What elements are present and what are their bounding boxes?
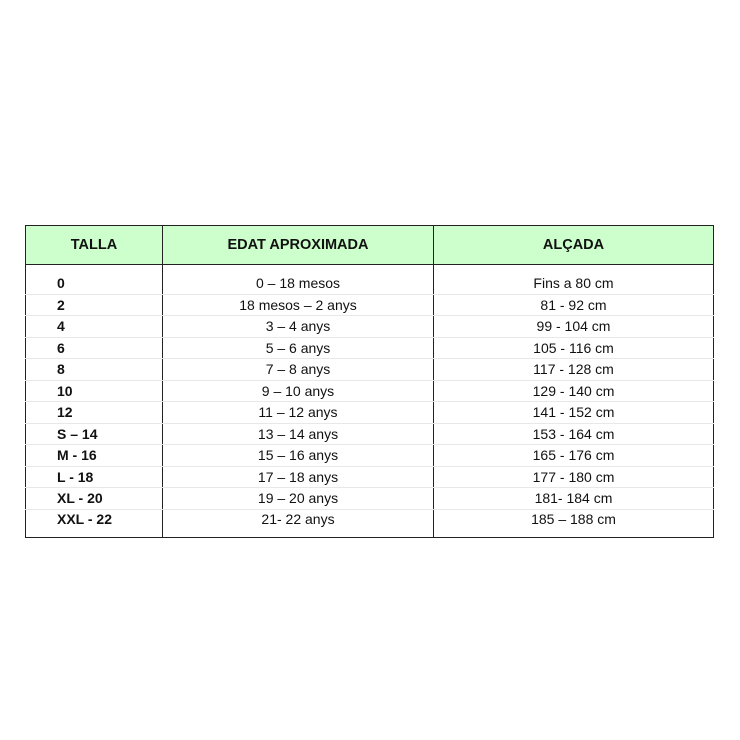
header-age: EDAT APROXIMADA [163,226,434,265]
size-cell: XXL - 22 [26,509,163,537]
height-cell: 117 - 128 cm [434,359,714,381]
table-row [26,488,714,510]
size-cell: 0 [26,273,163,294]
height-cell: 185 – 188 cm [434,509,714,537]
age-cell: 3 – 4 anys [163,316,434,338]
size-cell: 8 [26,359,163,381]
table-row [26,445,714,467]
table-row [26,359,714,381]
height-cell: 105 - 116 cm [434,337,714,359]
table-row [26,466,714,488]
size-cell: 12 [26,402,163,424]
height-cell: 177 - 180 cm [434,466,714,488]
size-cell: S – 14 [26,423,163,445]
age-cell: 17 – 18 anys [163,466,434,488]
size-cell: 4 [26,316,163,338]
age-cell: 11 – 12 anys [163,402,434,424]
age-cell: 9 – 10 anys [163,380,434,402]
height-cell: 141 - 152 cm [434,402,714,424]
age-cell: 7 – 8 anys [163,359,434,381]
height-cell: 153 - 164 cm [434,423,714,445]
size-chart-table [25,225,714,538]
height-cell: 81 - 92 cm [434,294,714,316]
table-row [26,316,714,338]
table-row [26,423,714,445]
size-cell: L - 18 [26,466,163,488]
size-cell: XL - 20 [26,488,163,510]
age-cell: 0 – 18 mesos [163,273,434,294]
height-cell: 129 - 140 cm [434,380,714,402]
age-cell: 21- 22 anys [163,509,434,537]
table-row [26,380,714,402]
header-height: ALÇADA [434,226,714,265]
size-cell: 6 [26,337,163,359]
table-spacer-row [26,265,714,274]
table-row [26,273,714,294]
header-size: TALLA [26,226,163,265]
size-cell: 10 [26,380,163,402]
age-cell: 19 – 20 anys [163,488,434,510]
table-header-row [26,226,714,265]
height-cell: 165 - 176 cm [434,445,714,467]
table-row [26,402,714,424]
age-cell: 15 – 16 anys [163,445,434,467]
height-cell: 181- 184 cm [434,488,714,510]
height-cell: 99 - 104 cm [434,316,714,338]
height-cell: Fins a 80 cm [434,273,714,294]
age-cell: 18 mesos – 2 anys [163,294,434,316]
table-body [26,265,714,538]
table-row [26,509,714,537]
size-cell: 2 [26,294,163,316]
age-cell: 13 – 14 anys [163,423,434,445]
size-cell: M - 16 [26,445,163,467]
table-row [26,337,714,359]
age-cell: 5 – 6 anys [163,337,434,359]
table-row [26,294,714,316]
